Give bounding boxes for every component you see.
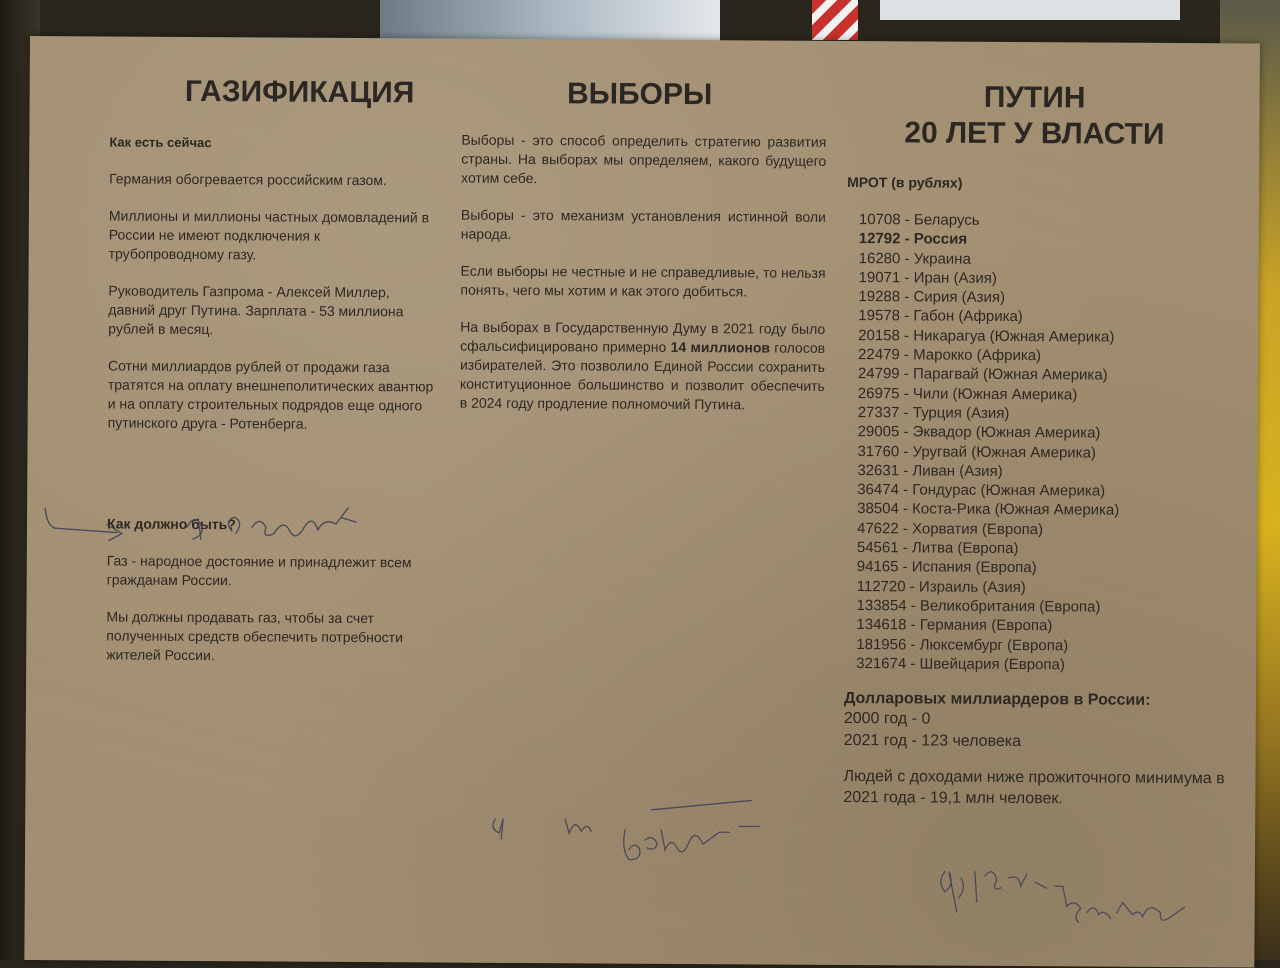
mrot-value: 134618 [856,616,907,634]
mrot-country: Гондурас (Южная Америка) [912,481,1106,500]
gas-paragraph: Германия обогревается российским газом. [109,170,387,189]
mrot-country: Люксембург (Европа) [919,635,1069,654]
mrot-separator: - [900,288,914,306]
elections-paragraph: Выборы - это механизм установления истинной воли народа. [460,206,826,242]
mrot-value: 112720 [856,577,906,595]
mrot-value: 27337 [857,404,900,422]
mrot-row [858,422,1266,444]
mrot-row [857,577,1265,599]
mrot-country: Россия [913,230,968,249]
mrot-row [859,249,1267,271]
mrot-row [858,307,1266,329]
background-white-card [880,0,1180,20]
mrot-row [857,480,1265,502]
mrot-value: 32631 [857,461,900,480]
mrot-row [858,345,1266,367]
elections-fraud-paragraph [460,318,826,415]
mrot-country: Великобритания (Европа) [919,597,1101,616]
mrot-value: 54561 [856,539,899,557]
mrot-separator: - [899,327,914,345]
mrot-separator: - [900,269,914,287]
background-red-card [812,0,858,40]
mrot-value: 47622 [856,519,899,538]
gas-paragraph: Сотни миллиардов рублей от продажи газа тратятся на оплату внешнеполитических авантюр и на оплату строительных подрядов еще одного путинского друга - Ротенберга. [107,357,434,432]
mrot-separator: - [899,365,914,383]
mrot-country: Парагвай (Южная Америка) [912,365,1108,384]
gas-paragraph: Руководитель Газпрома - Алексей Миллер, давний друг Путина. Зарплата - 53 миллиона рублей в месяц. [108,282,404,338]
putin-column [843,173,1267,811]
mrot-value: 181956 [856,635,907,653]
mrot-separator: - [906,655,920,673]
elections-title: ВЫБОРЫ [566,77,713,112]
mrot-value: 22479 [858,346,900,364]
mrot-value: 19578 [858,307,901,325]
mrot-row [858,384,1266,406]
mrot-separator: - [900,249,914,267]
mrot-separator: - [898,539,913,557]
putin-title-line2: 20 ЛЕТ У ВЛАСТИ [904,116,1165,151]
mrot-value: 24799 [857,365,900,383]
mrot-row [859,229,1267,251]
elections-column [460,131,827,433]
mrot-row [857,500,1265,522]
mrot-separator: - [899,462,913,480]
gas-should-heading: Как должно быть? [106,515,236,533]
mrot-separator: - [906,635,920,653]
mrot-value: 94165 [856,558,899,576]
mrot-separator: - [899,346,914,364]
putin-title-line1: ПУТИН [983,80,1086,115]
billionaires-line: 2021 год - 123 человека [843,732,1022,751]
mrot-row [856,654,1264,676]
mrot-country: Марокко (Африка) [913,346,1042,365]
mrot-title: МРОТ (в рублях) [847,173,963,191]
mrot-separator: - [898,500,913,518]
mrot-separator: - [898,558,912,576]
mrot-country: Габон (Африка) [913,307,1023,326]
mrot-row [857,442,1265,464]
mrot-country: Германия (Европа) [919,616,1053,635]
mrot-value: 38504 [857,500,899,518]
elections-paragraph: Если выборы не честные и не справедливые, то нельзя понять, чего мы хотим и как этого добиться. [460,262,826,300]
mrot-country: Беларусь [913,211,980,229]
mrot-value: 19071 [858,268,901,287]
mrot-value: 26975 [857,384,900,402]
mrot-separator: - [905,577,920,596]
gas-column [106,132,439,684]
mrot-country: Уругвай (Южная Америка) [912,442,1096,462]
billionaires-title: Долларовых миллиардеров в России: [843,690,1151,709]
mrot-country: Турция (Азия) [912,404,1010,422]
mrot-country: Украина [913,249,971,268]
gas-now-heading: Как есть сейчас [109,134,212,151]
cardboard-leaflet [24,36,1260,967]
mrot-country: Никарагуа (Южная Америка) [913,327,1115,346]
mrot-separator: - [899,404,913,422]
mrot-country: Чили (Южная Америка) [912,385,1078,404]
mrot-separator: - [899,384,913,403]
mrot-separator: - [906,616,920,634]
mrot-separator: - [900,230,914,248]
mrot-country: Иран (Азия) [913,269,997,287]
mrot-row [856,615,1264,637]
mrot-row [858,268,1266,290]
mrot-row [858,287,1266,309]
mrot-list [856,210,1267,676]
mrot-separator: - [898,481,913,499]
mrot-value: 16280 [858,249,901,267]
gas-should-paragraph: Газ - народное достояние и принадлежит всем гражданам России. [106,552,412,589]
mrot-country: Литва (Европа) [911,539,1019,558]
mrot-value: 36474 [857,481,900,499]
handwritten-scribble-1 [27,486,407,558]
fraud-text-before: На выборах в Государственную Думу в 2021 году было сфальсифицировано примерно [460,318,826,355]
mrot-country: Швейцария (Европа) [919,655,1065,674]
mrot-separator: - [899,442,913,460]
mrot-row [858,326,1266,348]
mrot-row [857,538,1265,560]
handwritten-scribble-3 [904,841,1235,963]
mrot-value: 133854 [856,596,907,615]
mrot-country: Израиль (Азия) [918,578,1026,596]
mrot-country: Ливан (Азия) [912,462,1003,480]
mrot-country: Сирия (Азия) [913,288,1006,307]
mrot-row [856,635,1264,657]
mrot-row [859,210,1267,232]
fraud-number: 14 миллионов [670,338,771,356]
billionaires-line: 2000 год - 0 [843,710,931,728]
mrot-value: 31760 [857,442,900,460]
mrot-value: 19288 [858,288,901,306]
elections-paragraph: Выборы - это способ определить стратегию развития страны. На выборах мы определяем, какого будущего хотим себе. [461,131,827,187]
mrot-value: 10708 [858,211,901,229]
mrot-separator: - [898,520,913,538]
mrot-separator: - [900,211,915,229]
poverty-text: Людей с доходами ниже прожиточного минимума в 2021 года - 19,1 млн человек. [843,768,1225,808]
putin-title [869,79,1199,153]
mrot-country: Хорватия (Европа) [912,520,1044,538]
mrot-value: 29005 [857,423,900,441]
gas-should-paragraph: Мы должны продавать газ, чтобы за счет полученных средств обеспечить потребности жителей России. [106,608,403,664]
mrot-country: Эквадор (Южная Америка) [912,423,1101,442]
gas-title: ГАЗИФИКАЦИЯ [184,74,415,110]
handwritten-scribble-2 [465,789,786,881]
fraud-text-after: голосов избирателей. Это позволило Единой России сохранить конституционное большинство и позволит обеспечить в 2024 году продление полномочий Путина. [459,339,826,413]
mrot-value: 20158 [858,326,900,345]
mrot-separator: - [906,597,920,615]
mrot-row [857,557,1265,579]
mrot-row [856,596,1264,618]
mrot-row [857,461,1265,483]
mrot-country: Испания (Европа) [911,558,1037,577]
mrot-country: Коста-Рика (Южная Америка) [912,500,1120,520]
mrot-row [858,403,1266,425]
mrot-separator: - [899,423,913,441]
mrot-row [858,364,1266,386]
mrot-separator: - [899,307,914,325]
gas-paragraph: Миллионы и миллионы частных домовладений в России не имеют подключения к трубопроводному газу. [108,207,430,263]
mrot-value: 12792 [858,230,901,248]
mrot-value: 321674 [856,654,907,673]
mrot-row [857,519,1265,541]
